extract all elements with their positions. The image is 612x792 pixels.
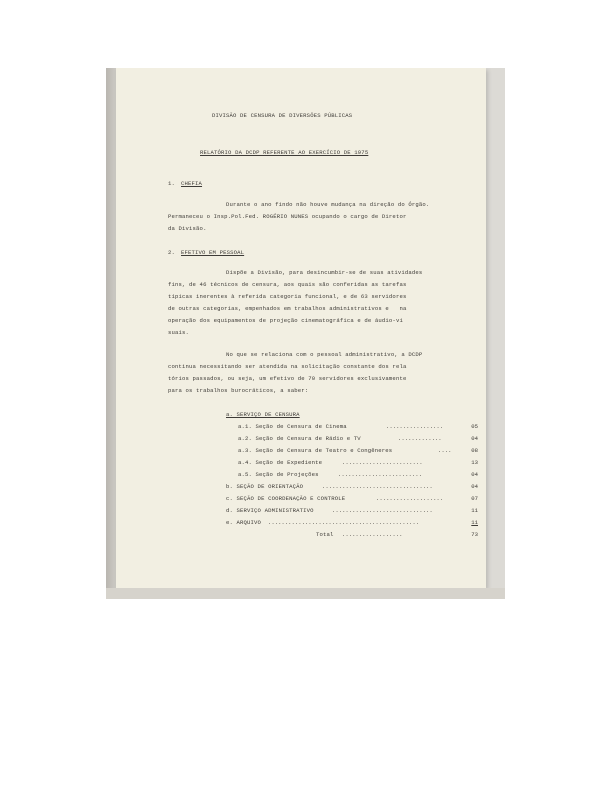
table-surface [106, 588, 505, 599]
list-item-value: 11 [471, 519, 478, 526]
list-item-value: 08 [471, 447, 478, 454]
list-item-label: a.1. Seção de Censura de Cinema [238, 423, 347, 430]
list-item-label: a.2. Seção de Censura de Rádio e TV [238, 435, 361, 442]
section2-para1-line-5: operação dos equipamentos de projeção cinematográfica e de áudio-vi [168, 317, 403, 324]
list-item-dots: ............. [398, 435, 442, 442]
section1-line-1: Durante o ano findo não houve mudança na direção do Órgão. [226, 201, 430, 208]
list-item-label: b. SEÇÃO DE ORIENTAÇÃO [226, 483, 304, 490]
list-item-value: 11 [471, 507, 478, 514]
document-page [116, 68, 486, 588]
list-item-label: a.4. Seção de Expediente [238, 459, 323, 466]
list-item-value: 04 [471, 483, 478, 490]
section2-para2-line-4: para os trabalhos burocráticos, a saber: [168, 387, 309, 394]
list-item-label: d. SERVIÇO ADMINISTRATIVO [226, 507, 314, 514]
list-item-label: c. SEÇÃO DE COORDENAÇÃO E CONTROLE [226, 495, 346, 502]
section2-para2-line-1: No que se relaciona com o pessoal administrativo, a DCDP [226, 351, 423, 358]
total-dots: .................. [342, 531, 403, 538]
list-item-label: e. ARQUIVO [226, 519, 262, 526]
list-item-dots: ............................................. [268, 519, 420, 526]
section2-para1-line-1: Dispõe a Divisão, para desincumbir-se de suas atividades [226, 269, 423, 276]
section2-para2-line-2: continua necessitando ser atendida na solicitação constante dos rela [168, 363, 407, 370]
list-item-value: 07 [471, 495, 478, 502]
section1-heading: CHEFIA [181, 180, 203, 187]
list-item-dots: ........................ [342, 459, 423, 466]
section2-para1-line-6: suais. [168, 329, 190, 336]
staff-group-label: a. SERVIÇO DE CENSURA [226, 411, 300, 418]
list-item-value: 04 [471, 435, 478, 442]
list-item-label: a.5. Seção de Projeções [238, 471, 319, 478]
section1-line-3: da Divisão. [168, 225, 207, 232]
list-item-dots: .............................. [332, 507, 433, 514]
list-item-label: a.3. Seção de Censura de Teatro e Congêneres [238, 447, 393, 454]
list-item-dots: ................. [386, 423, 444, 430]
section1-number: 1. [168, 180, 176, 187]
section1-line-2: Permaneceu o Insp.Pol.Fed. ROGÉRIO NUNES ocupando o cargo de Diretor [168, 213, 407, 220]
total-value: 73 [471, 531, 478, 538]
section2-number: 2. [168, 249, 176, 256]
list-item-dots: ......................... [338, 471, 422, 478]
list-item-value: 04 [471, 471, 478, 478]
document-photo [106, 68, 505, 599]
list-item-value: 13 [471, 459, 478, 466]
total-label: Total [316, 531, 334, 538]
list-item-dots: ................................. [322, 483, 433, 490]
section2-para1-line-2: fins, de 46 técnicos de censura, aos quais são conferidas as tarefas [168, 281, 407, 288]
document-subtitle: RELATÓRIO DA DCDP REFERENTE AO EXERCÍCIO DE 1975 [200, 149, 369, 156]
section2-para1-line-4: de outras categorias, empenhados em trabalhos administrativos e na [168, 305, 407, 312]
list-item-dots: .... [438, 447, 452, 454]
section2-heading: EFETIVO EM PESSOAL [181, 249, 245, 256]
list-item-dots: .................... [376, 495, 444, 502]
document-title: DIVISÃO DE CENSURA DE DIVERSÕES PÚBLICAS [212, 112, 353, 119]
section2-para2-line-3: tórios passados, ou seja, um efetivo de 70 servidores exclusivamente [168, 375, 407, 382]
list-item-value: 05 [471, 423, 478, 430]
section2-para1-line-3: típicas inerentes à referida categoria funcional, e de 63 servidores [168, 293, 407, 300]
